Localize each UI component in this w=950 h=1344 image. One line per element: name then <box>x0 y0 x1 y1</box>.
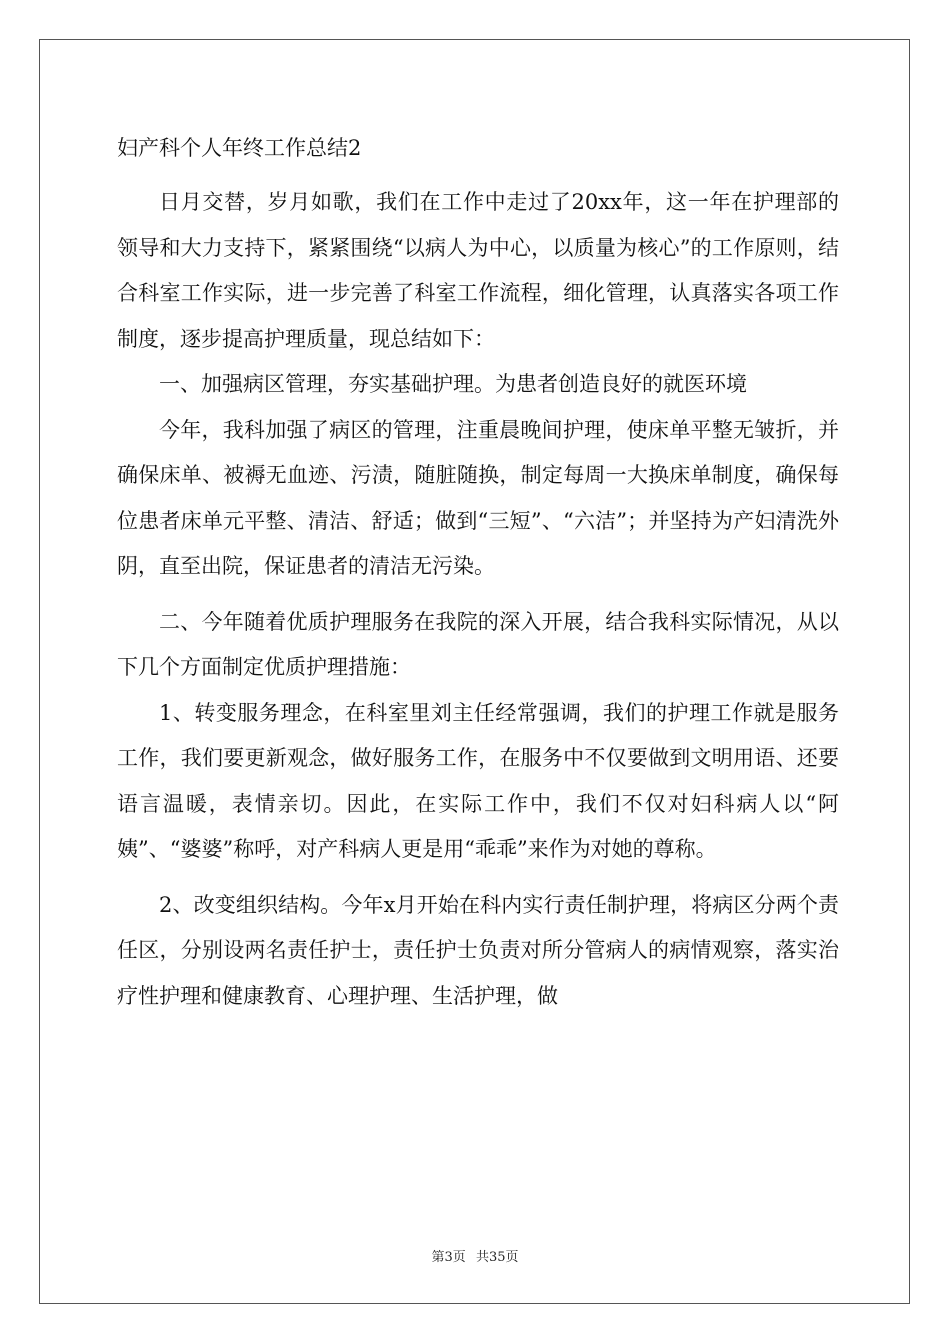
document-body <box>117 180 839 1019</box>
paragraph-section-2-heading: 二、今年随着优质护理服务在我院的深入开展，结合我科实际情况，从以下几个方面制定优质护理措施： <box>117 609 839 679</box>
paragraph-item-2: 2、改变组织结构。今年x月开始在科内实行责任制护理，将病区分两个责任区，分别设两名责任护士，责任护士负责对所分管病人的病情观察，落实治疗性护理和健康教育、心理护理、生活护理，做 <box>117 892 839 1008</box>
paragraph-section-1-heading: 一、加强病区管理，夯实基础护理。为患者创造良好的就医环境 <box>159 372 747 396</box>
page-total: 共35页 <box>475 1250 519 1265</box>
page-number: 第3页 <box>431 1250 466 1265</box>
page-footer <box>0 1246 950 1265</box>
paragraph-intro: 日月交替，岁月如歌，我们在工作中走过了20xx年，这一年在护理部的领导和大力支持下，紧紧围绕“以病人为中心，以质量为核心”的工作原则，结合科室工作实际，进一步完善了科室工作流程，细化管理，认真落实各项工作制度，逐步提高护理质量，现总结如下： <box>117 190 839 351</box>
document-title: 妇产科个人年终工作总结2 <box>117 136 362 160</box>
paragraph-section-1-body: 今年，我科加强了病区的管理，注重晨晚间护理，使床单平整无皱折，并确保床单、被褥无血迹、污渍，随脏随换，制定每周一大换床单制度，确保每位患者床单元平整、清洁、舒适；做到“三短”、“六洁”；并坚持为产妇清洗外阴，直至出院，保证患者的清洁无污染。 <box>117 417 839 578</box>
paragraph-item-1: 1、转变服务理念，在科室里刘主任经常强调，我们的护理工作就是服务工作，我们要更新观念，做好服务工作，在服务中不仅要做到文明用语、还要语言温暖，表情亲切。因此，在实际工作中，我们不仅对妇科病人以“阿姨”、“婆婆”称呼，对产科病人更是用“乖乖”来作为对她的尊称。 <box>117 700 839 861</box>
